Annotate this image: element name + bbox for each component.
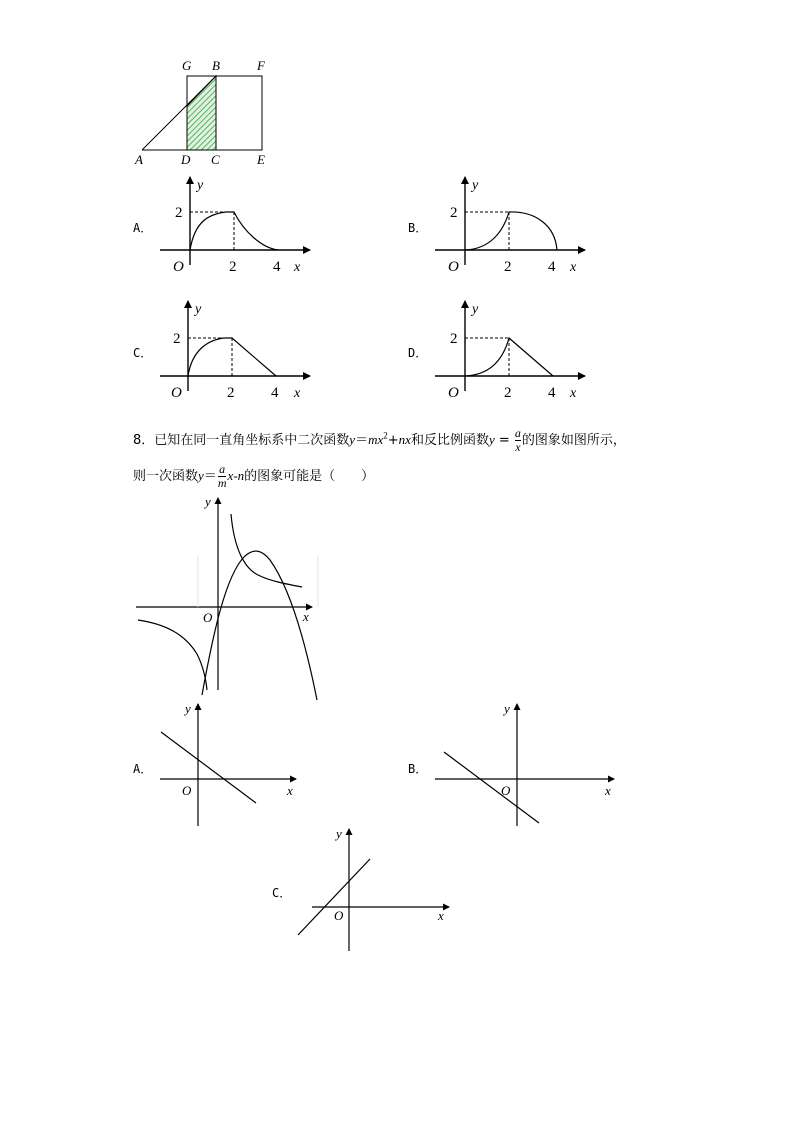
function-line (161, 732, 256, 803)
tick-label-x: 2 (504, 385, 512, 401)
y-axis-label: y (195, 302, 202, 317)
origin-label: O (182, 783, 192, 798)
denominator: x (515, 440, 521, 454)
math-var: y (198, 468, 204, 483)
x-axis-label: x (294, 386, 301, 401)
option-label: C． (133, 346, 153, 360)
option-label: B． (408, 221, 428, 235)
label-e: E (257, 152, 265, 167)
label-b: B (212, 58, 220, 73)
tick-label-x: 2 (229, 259, 237, 275)
x-axis-label: x (605, 783, 611, 798)
y-axis-label: y (185, 701, 191, 716)
y-axis-label: y (197, 178, 204, 193)
math-term: mx (368, 432, 384, 447)
label-g: G (182, 58, 192, 73)
option-label: C． (272, 886, 292, 900)
tick-label-x: 4 (548, 385, 556, 401)
tick-label-x: 4 (273, 259, 281, 275)
x-axis-label: x (287, 783, 293, 798)
label-f: F (257, 58, 265, 73)
y-axis-label: y (336, 826, 342, 841)
math-op: + (387, 433, 399, 448)
y-axis-label: y (205, 494, 211, 509)
numerator: a (514, 426, 521, 440)
x-axis-label: x (294, 260, 301, 275)
tick-label-x: 2 (504, 259, 512, 275)
tick-label-y: 2 (450, 331, 458, 347)
tick-label-y: 2 (450, 205, 458, 221)
tick-label-x: 4 (271, 385, 279, 401)
x-axis-label: x (570, 260, 577, 275)
question-text: 已知在同一直角坐标系中二次函数 (154, 433, 350, 448)
q8-option-a[interactable] (133, 701, 296, 826)
question-text: 则一次函数 (133, 469, 199, 484)
tick-label-x: 2 (227, 385, 235, 401)
math-var: y (488, 432, 495, 447)
x-axis-label: x (438, 908, 444, 923)
question-text: 的图象可能是（ ） (244, 469, 375, 484)
origin-label: O (334, 908, 344, 923)
math-op: ＝ (355, 433, 369, 448)
origin-label: O (203, 610, 213, 625)
option-label: A． (133, 221, 153, 235)
origin-label: O (448, 385, 459, 401)
numerator: a (219, 462, 226, 476)
question-text: 的图象如图所示， (521, 433, 626, 448)
math-op: = (494, 433, 514, 448)
question-number: 8． (133, 433, 155, 448)
option-label: D． (408, 346, 428, 360)
function-line (298, 859, 370, 935)
y-axis-label: y (472, 302, 479, 317)
label-d: D (181, 152, 191, 167)
function-line (444, 752, 539, 823)
tick-label-y: 2 (173, 331, 181, 347)
denominator: m (217, 476, 227, 490)
label-c: C (211, 152, 220, 167)
math-var: y (349, 432, 356, 447)
q8-option-c[interactable] (272, 826, 449, 951)
origin-label: O (173, 259, 184, 275)
origin-label: O (171, 385, 182, 401)
option-label: B． (408, 762, 428, 776)
q8-option-b[interactable] (408, 701, 614, 826)
option-label: A． (133, 762, 153, 776)
x-axis-label: x (303, 609, 309, 624)
math-exponent: 2 (383, 430, 388, 441)
math-op: ＝ (203, 469, 217, 484)
origin-label: O (501, 783, 511, 798)
origin-label: O (448, 259, 459, 275)
label-a: A (135, 152, 143, 167)
math-term: nx (398, 432, 411, 447)
math-term: x-n (227, 468, 245, 483)
tick-label-x: 4 (548, 259, 556, 275)
tick-label-y: 2 (175, 205, 183, 221)
y-axis-label: y (504, 701, 510, 716)
y-axis-label: y (472, 178, 479, 193)
x-axis-label: x (570, 386, 577, 401)
question-text: 和反比例函数 (410, 433, 489, 448)
